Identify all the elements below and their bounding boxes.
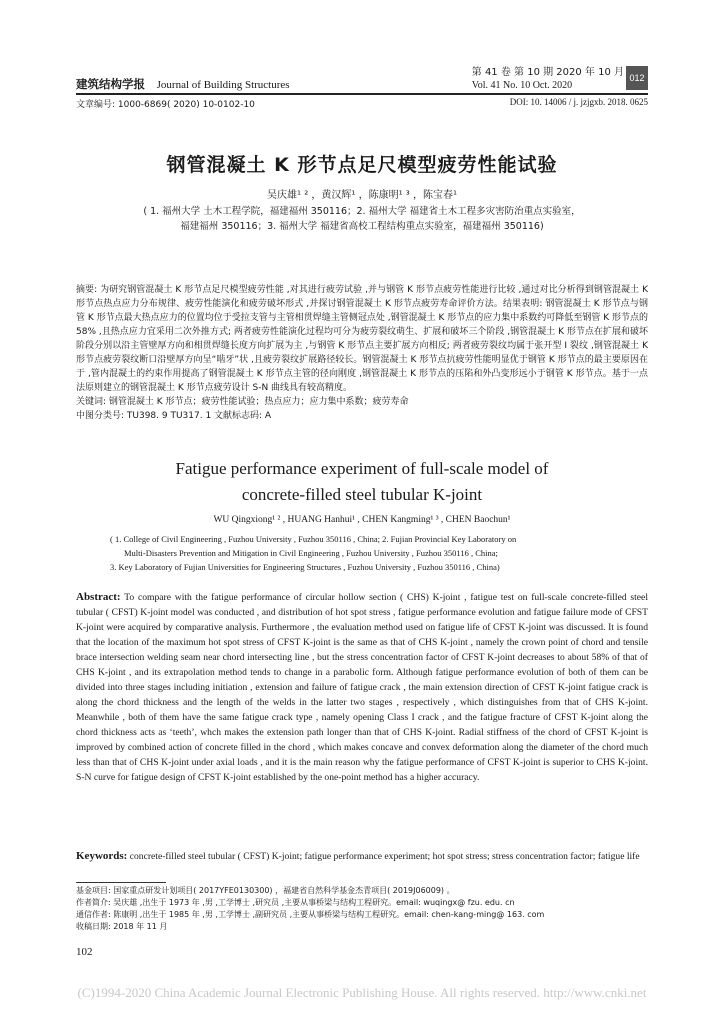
journal-name-cn: 建筑结构学报 xyxy=(76,77,145,91)
page-box: 012 xyxy=(626,66,648,90)
article-number: 文章编号: 1000-6869( 2020) 10-0102-10 xyxy=(76,100,255,110)
title-en xyxy=(0,456,724,508)
footnotes xyxy=(76,885,648,933)
page-number: 102 xyxy=(76,946,93,958)
affiliations-en xyxy=(110,532,634,574)
title-cn: 钢管混凝土 K 形节点足尺模型疲劳性能试验 xyxy=(166,154,558,176)
affiliation-en-line: ( 1. College of Civil Engineering , Fuzhou University , Fuzhou 350116 , China; 2. Fujian Provincial Key Laboratory on xyxy=(110,534,517,544)
volume-en: Vol. 41 No. 10 Oct. 2020 xyxy=(471,80,573,91)
abstract-en: To compare with the fatigue performance of circular hollow section ( CHS) K-joint , fatigue test on full-scale concrete-filled steel tubular ( CFST) K-joint model was conducted , and distribution of hot spot stress , fatigue performance evolution and fatigue failure mode of CFST K-joint were acquired by comparative analysis. Furthermore , the evaluation method used on fatigue life of CFST K-joint was discussed. It is found that the location of the maximum hot spot stress of CFST K-joint is the same as that of CHS K-joint , namely the crown point of chord and tensile brace intersection welding seam near chord intersecting line , but the stress concentration factor of CFST K-joint decreases to about 58% of that of CHS K-joint , and its extrapolation method tends to change in a parabolic form. Although fatigue performance evolution of both of them can be divided into three stages including initiation , extension and failure of fatigue crack , the main extension direction of CFST K-joint fatigue crack is along the chord thickness and the length of the welds in the latter two stages , respectively , which distinguishes from that of CHS K-joint. Meanwhile , both of them have the same fatigue crack type , namely opening Class I crack , and the fatigue fracture of CFST K-joint along the chord thickness acts as ‘teeth’, whch makes the extension path longer than that of CHS K-joint. Radial stiffness of the chord of CFST K-joint is improved by combined action of concrete filled in the chord , which makes concave and convex deformation along the diameter of the chord much less than that of CHS K-joint under axial loads , and it is the main reason why the fatigue performance of CFST K-joint is superior to CHS K-joint. S-N curve for fatigue design of CFST K-joint established by the one-point method has a higher accuracy. xyxy=(76,592,648,783)
clc-cn: 中图分类号: TU398. 9 TU317. 1 文献标志码: A xyxy=(76,411,272,421)
header-rule xyxy=(76,93,648,95)
affiliation-cn-line: 福建福州 350116；3. 福州大学 福建省高校工程结构重点实验室，福建福州 350116) xyxy=(180,221,544,232)
abstract-cn-block xyxy=(76,283,648,423)
affiliation-en-line: Multi-Disasters Prevention and Mitigation in Civil Engineering , Fuzhou University , Fuzhou 350116 , China; xyxy=(124,548,498,558)
authors-en: WU Qingxiong¹ ² , HUANG Hanhui¹ , CHEN Kangming¹ ³ , CHEN Baochun¹ xyxy=(213,515,511,525)
footnote-rule xyxy=(76,882,166,883)
footnote-received: 收稿日期: 2018 年 11 月 xyxy=(76,922,168,931)
affiliations-cn xyxy=(100,204,624,234)
abstract-en-label: Abstract: xyxy=(76,591,121,603)
keywords-en-label: Keywords: xyxy=(76,850,128,862)
abstract-en-block xyxy=(76,590,648,785)
journal-name-en: Journal of Building Structures xyxy=(156,79,290,91)
keywords-en-block xyxy=(76,849,648,864)
journal-issue-info xyxy=(472,66,624,92)
keywords-en: concrete-filled steel tubular ( CFST) K-joint; fatigue performance experiment; hot spot stress; stress concentration factor; fatigue life xyxy=(129,851,640,862)
authors-cn: 吴庆雄¹ ² ，黄汉辉¹ ，陈康明¹ ³ ，陈宝春¹ xyxy=(267,190,457,201)
affiliation-cn-line: ( 1. 福州大学 土木工程学院，福建福州 350116；2. 福州大学 福建省土木工程多灾害防治重点实验室， xyxy=(143,206,581,217)
title-en-line: concrete-filled steel tubular K-joint xyxy=(241,485,483,504)
doi: DOI: 10. 14006 / j. jzjgxb. 2018. 0625 xyxy=(509,97,648,107)
watermark: (C)1994-2020 China Academic Journal Electronic Publishing House. All rights reserved. http://www.cnki.net xyxy=(77,985,647,1000)
abstract-cn: 摘要: 为研究钢管混凝土 K 形节点足尺模型疲劳性能 ,对其进行疲劳试验 ,并与钢管 K 形节点疲劳性能进行比较 ,通过对比分析得到钢管混凝土 K 形节点热点应力分布规律、疲劳性能演化和疲劳破坏形式 ,并探讨钢管混凝土 K 形节点疲劳寿命评价方法。结果表明: 钢管混凝土 K 形节点与钢管 K 形节点最大热点应力的位置均位于受拉支管与主管相贯焊缝主管侧冠点处 ,钢管混凝土 K 形节点的应力集中系数约可降低至钢管 K 形节点的 58% ,且热点应力宜采用二次外推方式; 两者疲劳性能演化过程均可分为疲劳裂纹萌生、扩展和破坏三个阶段 ,钢管混凝土 K 形节点在扩展和破坏阶段分别以沿主管壁厚方向和相贯焊缝长度方向扩展为主 ,与钢管 K 形节点主要扩展方向相反; 两者疲劳裂纹均属于张开型 I 裂纹 ,钢管混凝土 K 形节点疲劳裂纹断口沿壁厚方向呈“啮牙”状 ,且疲劳裂纹扩展路径较长。钢管混凝土 K 形节点抗疲劳性能明显优于钢管 K 形节点的最主要原因在于 ,管内混凝土的约束作用提高了钢管混凝土 K 形节点主管的径向刚度 ,钢管混凝土 K 形节点的压陷和外凸变形远小于钢管 K 形节点。基于一点法原则建立的钢管混凝土 K 形节点疲劳设计 S-N 曲线具有较高精度。 xyxy=(76,285,648,393)
footnote-funding: 基金项目: 国家重点研发计划项目( 2017YFE0130300) ，福建省自然科学基金杰青项目( 2019J06009) 。 xyxy=(76,886,455,895)
volume-cn: 第 41 卷 第 10 期 2020 年 10 月 xyxy=(471,67,624,78)
footnote-corresponding: 通信作者: 陈康明 ,出生于 1985 年 ,男 ,工学博士 ,副研究员 ,主要从事桥梁与结构工程研究。email: chen-kang-ming@ 163. com xyxy=(76,910,545,919)
affiliation-en-line: 3. Key Laboratory of Fujian Universities for Engineering Structures , Fuzhou University , Fuzhou 350116 , China) xyxy=(110,562,500,572)
keywords-cn: 关键词: 钢管混凝土 K 形节点；疲劳性能试验；热点应力；应力集中系数；疲劳寿命 xyxy=(76,397,409,407)
journal-header-left xyxy=(76,76,290,92)
footnote-author: 作者简介: 吴庆雄 ,出生于 1973 年 ,男 ,工学博士 ,研究员 ,主要从事桥梁与结构工程研究。email: wuqingx@ fzu. edu. cn xyxy=(76,898,515,907)
title-en-line: Fatigue performance experiment of full-scale model of xyxy=(175,459,549,478)
